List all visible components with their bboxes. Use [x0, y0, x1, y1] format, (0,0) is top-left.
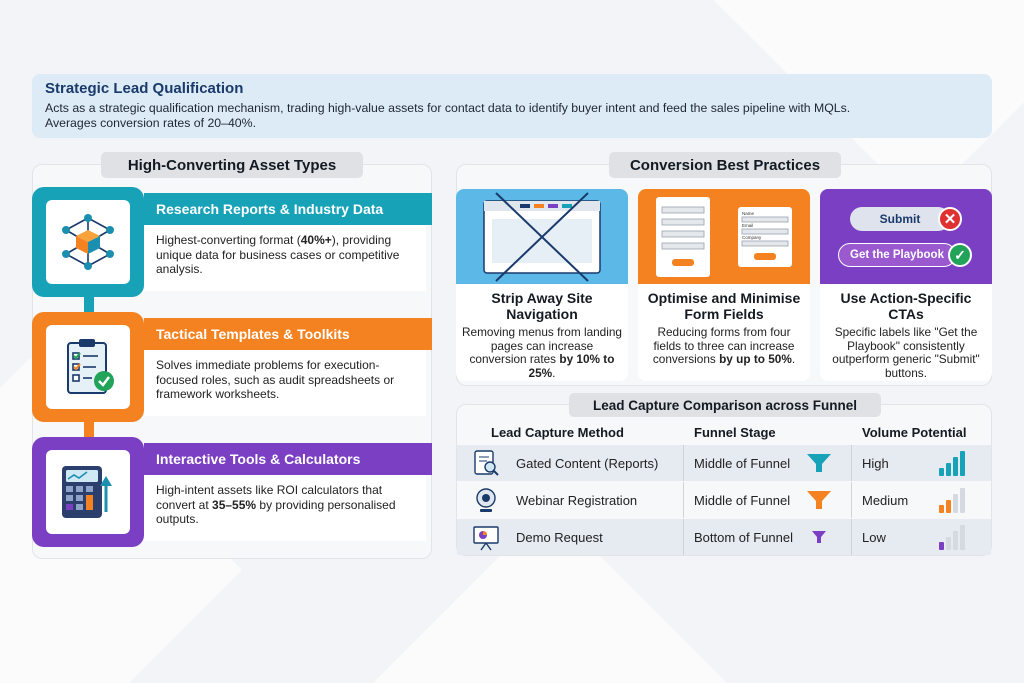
asset-card-templates: [32, 312, 432, 422]
banner-line-2: Averages conversion rates of 20–40%.: [45, 116, 256, 130]
reject-cross-icon: ✕: [938, 207, 962, 231]
cta-illustration: [820, 189, 992, 284]
volume-bars: [939, 450, 965, 476]
asset-title-interactive: Interactive Tools & Calculators: [144, 443, 432, 475]
asset-desc-research: Highest-converting format (40%+), providing unique data for business cases or competitive analysis.: [144, 225, 426, 291]
volume-bars: [939, 524, 965, 550]
asset-card-interactive: [32, 437, 432, 547]
asset-title-templates: Tactical Templates & Toolkits: [144, 318, 432, 350]
crossed-webpage-icon: [456, 189, 628, 284]
playbook-example-button: Get the Playbook: [838, 243, 956, 267]
practice-card-cta: [820, 189, 992, 381]
practice-desc: Reducing forms from four fields to three can increase conversions by up to 50%.: [652, 325, 796, 366]
table-row: [457, 482, 991, 518]
volume-bar: [939, 505, 944, 513]
volume-bar: [960, 451, 965, 476]
asset-icon-frame: [32, 437, 144, 547]
banner-title: Strategic Lead Qualification: [45, 80, 244, 97]
form-field-label: Company: [742, 235, 762, 240]
form-comparison-icon: [638, 189, 810, 284]
funnel-icon: [805, 482, 833, 518]
table-row: [457, 519, 991, 555]
practice-desc: Specific labels like "Get the Playbook" consistently outperform generic "Submit" buttons.: [832, 325, 980, 380]
stage-cell: Middle of Funnel: [694, 492, 791, 508]
table-row: [457, 445, 991, 481]
banner-text: [45, 101, 979, 131]
column-header-method: Lead Capture Method: [491, 425, 624, 440]
volume-cell: High: [862, 455, 889, 471]
volume-cell: Medium: [862, 492, 909, 508]
asset-title-research: Research Reports & Industry Data: [144, 193, 432, 225]
stage-cell: Middle of Funnel: [694, 455, 791, 471]
asset-icon-frame: [32, 187, 144, 297]
presentation-icon: [471, 519, 501, 555]
best-practices-title: Conversion Best Practices: [609, 152, 841, 178]
volume-bar: [939, 542, 944, 550]
practice-desc: Removing menus from landing pages can increase conversion rates by 10% to 25%.: [462, 325, 622, 380]
approve-check-icon: ✓: [948, 243, 972, 267]
practice-title: Strip Away Site Navigation: [491, 290, 593, 322]
practice-title: Optimise and Minimise Form Fields: [647, 290, 801, 322]
volume-bar: [946, 500, 951, 513]
form-field-label: Name: [742, 211, 755, 216]
practice-card-navigation: [456, 189, 628, 381]
funnel-icon: [807, 519, 831, 555]
practice-card-forms: [638, 189, 810, 381]
funnel-icon: [805, 445, 833, 481]
volume-bar: [960, 488, 965, 513]
volume-cell: Low: [862, 529, 886, 545]
method-cell: Webinar Registration: [516, 492, 638, 508]
webcam-icon: [471, 482, 501, 518]
volume-bar: [953, 531, 958, 550]
volume-bar: [960, 525, 965, 550]
clipboard-check-icon: [56, 335, 120, 399]
submit-example-button: Submit: [850, 207, 950, 231]
report-search-icon: [471, 445, 501, 481]
comparison-title: Lead Capture Comparison across Funnel: [569, 393, 881, 417]
volume-bars: [939, 487, 965, 513]
stage-cell: Bottom of Funnel: [694, 529, 793, 545]
asset-desc-templates: Solves immediate problems for execution-focused roles, such as audit spreadsheets or framework worksheets.: [144, 350, 426, 416]
calculator-growth-icon: [56, 460, 120, 524]
column-header-volume: Volume Potential: [862, 425, 967, 440]
method-cell: Demo Request: [516, 529, 603, 545]
volume-bar: [939, 468, 944, 476]
asset-types-title: High-Converting Asset Types: [101, 152, 363, 178]
volume-bar: [953, 457, 958, 476]
volume-bar: [946, 463, 951, 476]
network-cube-icon: [56, 210, 120, 274]
volume-bar: [953, 494, 958, 513]
method-cell: Gated Content (Reports): [516, 455, 659, 471]
asset-icon-frame: [32, 312, 144, 422]
column-header-stage: Funnel Stage: [694, 425, 776, 440]
banner-line-1: Acts as a strategic qualification mechanism, trading high-value assets for contact data to identify buyer intent and feed the sales pipeline with MQLs.: [45, 101, 851, 115]
summary-banner: [32, 74, 992, 138]
forms-illustration: [638, 189, 810, 284]
navigation-illustration: [456, 189, 628, 284]
volume-bar: [946, 537, 951, 550]
asset-card-research: [32, 187, 432, 297]
practice-title: Use Action-Specific CTAs: [840, 290, 972, 322]
form-field-label: Email: [742, 223, 754, 228]
asset-desc-interactive: High-intent assets like ROI calculators that convert at 35–55% by providing personalised outputs.: [144, 475, 426, 541]
